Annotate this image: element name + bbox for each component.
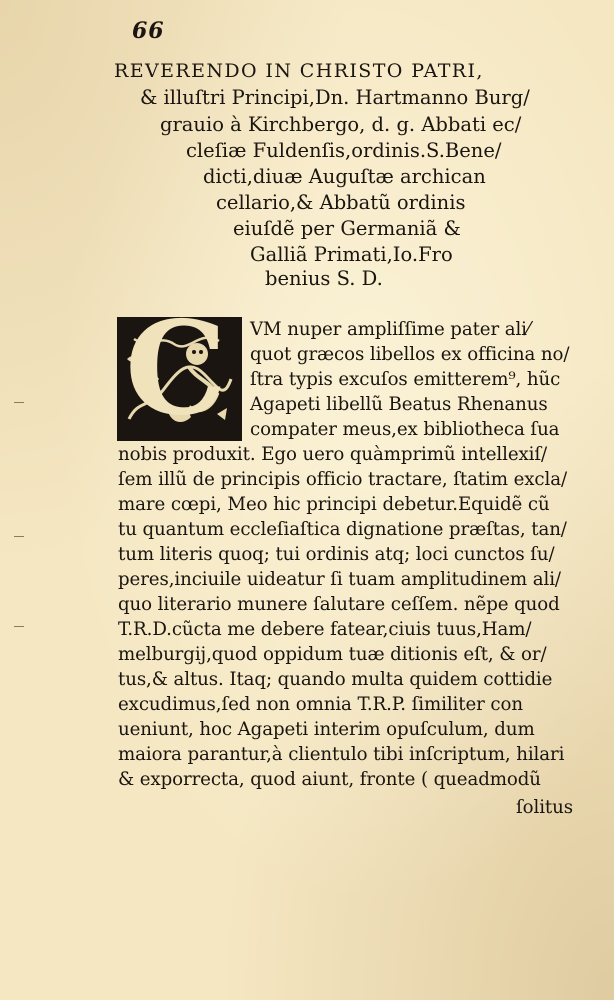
decorated-initial-icon (117, 294, 242, 444)
body-line-8: mare cœpi, Meo hic principi debetur.Equidẽ cũ (118, 494, 550, 515)
edge-mark (14, 536, 24, 537)
body-line-11: peres,inciuile uideatur ſi tuam amplitudinem ali/ (118, 569, 561, 590)
page-number: 66 (132, 18, 165, 44)
body-line-16: excudimus,ſed non omnia T.R.P. ſimiliter con (118, 694, 523, 715)
body-line-3: ſtra typis excuſos emitterem⁹, hũc (250, 369, 561, 390)
body-line-5: compater meus,ex bibliotheca ſua (250, 419, 560, 440)
body-line-15: tus,& altus. Itaq; quando multa quidem cottidie (118, 669, 553, 690)
body-line-12: quo literario munere ſalutare ceſſem. nẽpe quod (118, 594, 560, 615)
heading-line-5: dicti,diuæ Auguſtæ archican (203, 165, 486, 188)
body-line-6: nobis produxit. Ego uero quàmprimũ intellexiſ/ (118, 444, 548, 465)
body-line-2: quot græcos libellos ex officina no/ (250, 344, 570, 365)
body-line-17: ueniunt, hoc Agapeti interim opuſculum, dum (118, 719, 535, 740)
heading-line-4: cleſiæ Fuldenſis,ordinis.S.Bene/ (186, 139, 502, 162)
body-line-9: tu quantum eccleſiaſtica dignatione præſtas, tan/ (118, 519, 567, 540)
heading-line-2: & illuſtri Principi,Dn. Hartmanno Burg/ (140, 86, 530, 109)
body-line-4: Agapeti libellũ Beatus Rhenanus (250, 394, 548, 415)
heading-line-8: Galliã Primati,Io.Fro (250, 243, 453, 266)
body-line-14: melburgij,quod oppidum tuæ ditionis eſt, & or/ (118, 644, 547, 665)
heading-line-3: grauio à Kirchbergo, d. g. Abbati ec/ (160, 113, 522, 136)
initial-letter: C (125, 294, 227, 444)
body-line-7: ſem illũ de principis officio tractare, ſtatim excla/ (118, 469, 567, 490)
body-line-13: T.R.D.cũcta me debere fatear,ciuis tuus,Ham/ (118, 619, 532, 640)
heading-line-6: cellario,& Abbatũ ordinis (216, 191, 466, 214)
body-line-1: VM nuper ampliſſime pater ali⁄ (250, 319, 530, 340)
catchword: ſolitus (516, 797, 573, 818)
body-line-18: maiora parantur,à clientulo tibi inſcriptum, hilari (118, 744, 565, 765)
edge-mark (14, 402, 24, 403)
edge-mark (14, 626, 24, 627)
heading-line-7: eiuſdẽ per Germaniã & (233, 217, 461, 240)
heading-line-9: benius S. D. (265, 267, 383, 290)
body-line-19: & exporrecta, quod aiunt, fronte ( queadmodũ (118, 769, 541, 790)
body-line-10: tum literis quoq; tui ordinis atq; loci cunctos ſu/ (118, 544, 555, 565)
heading-line-1: REVERENDO IN CHRISTO PATRI, (114, 60, 484, 82)
